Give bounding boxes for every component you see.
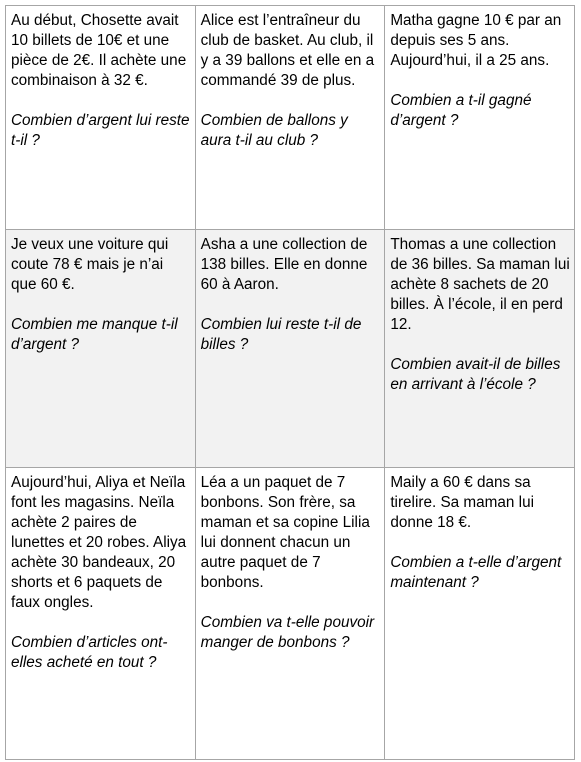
problem-question: Combien d’articles ont-elles acheté en tout ? [11,634,168,671]
problem-statement: Maily a 60 € dans sa tirelire. Sa maman lui donne 18 €. [390,474,534,531]
problem-card [195,230,385,468]
problem-grid [5,5,575,760]
problem-card [195,468,385,760]
problem-statement: Je veux une voiture qui coute 78 € mais je n’ai que 60 €. [11,236,169,293]
problem-statement: Alice est l’entraîneur du club de basket. Au club, il y a 39 ballons et elle en a commandé 39 de plus. [200,12,375,89]
problem-row [6,230,575,468]
problem-row [6,468,575,760]
problem-card [6,6,196,230]
problem-statement: Matha gagne 10 € par an depuis ses 5 ans. Aujourd’hui, il a 25 ans. [390,12,562,69]
problem-question: Combien lui reste t-il de billes ? [200,316,362,353]
problem-question: Combien me manque t-il d’argent ? [11,316,178,353]
problem-question: Combien a t-elle d’argent maintenant ? [390,554,562,591]
problem-card [195,6,385,230]
problem-statement: Aujourd’hui, Aliya et Neïla font les magasins. Neïla achète 2 paires de lunettes et 20 robes. Aliya achète 30 bandeaux, 20 shorts et 6 paquets de faux ongles. [11,474,187,611]
problem-card [6,230,196,468]
problem-card [385,6,575,230]
problem-statement: Léa a un paquet de 7 bonbons. Son frère, sa maman et sa copine Lilia lui donnent chacun un autre paquet de 7 bonbons. [200,474,370,591]
problem-row [6,6,575,230]
problem-card [6,468,196,760]
problem-question: Combien avait-il de billes en arrivant à l’école ? [390,356,561,393]
problem-question: Combien a t-il gagné d’argent ? [390,92,532,129]
problem-question: Combien de ballons y aura t-il au club ? [200,112,348,149]
problem-statement: Au début, Chosette avait 10 billets de 10€ et une pièce de 2€. Il achète une combinaison à 32 €. [11,12,187,89]
problem-question: Combien d’argent lui reste t-il ? [11,112,190,149]
problem-card [385,468,575,760]
problem-question: Combien va t-elle pouvoir manger de bonbons ? [200,614,375,651]
problem-statement: Thomas a une collection de 36 billes. Sa maman lui achète 8 sachets de 20 billes. À l’école, il en perd 12. [390,236,570,333]
problem-statement: Asha a une collection de 138 billes. Elle en donne 60 à Aaron. [200,236,368,293]
problem-card [385,230,575,468]
